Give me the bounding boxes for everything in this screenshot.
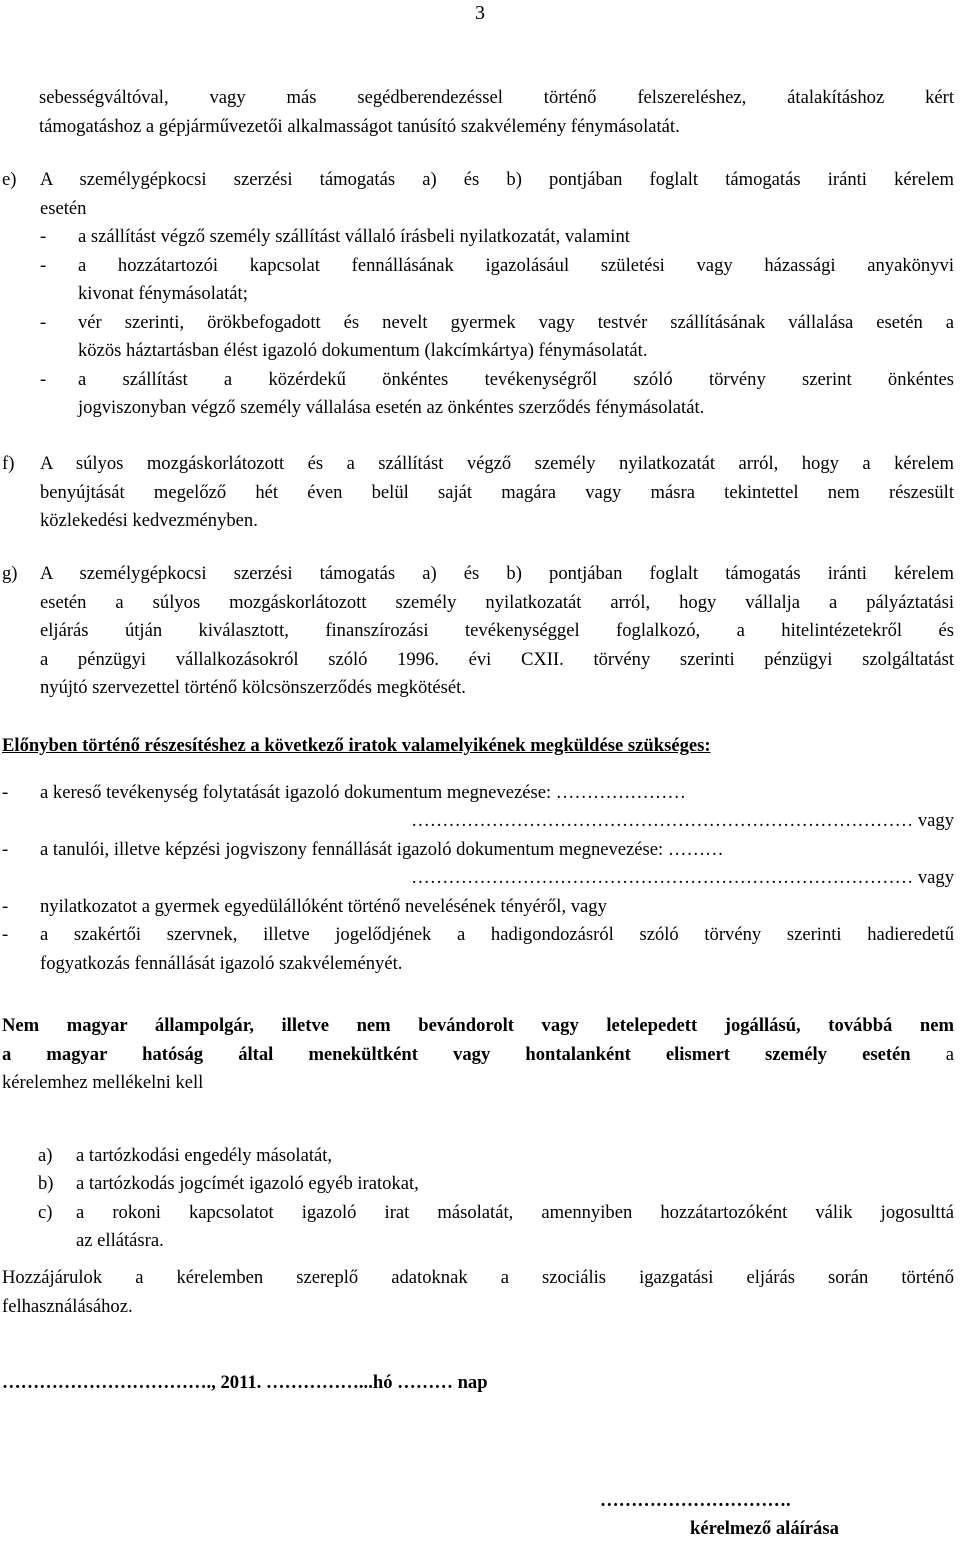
foreign-section [2,1012,954,1256]
dash-bullet: - [2,781,9,803]
preference-item-1-line-1: a kereső tevékenység folytatását igazoló dokumentum megnevezése: ………………… [40,781,686,803]
foreign-bold-line-2: a magyar hatóság által menekültként vagy hontalanként elismert személy esetén [2,1043,911,1065]
preference-item-3-line-1: nyilatkozatot a gyermek egyedülállóként történő nevelésének tényéről, vagy [40,895,607,917]
section-g-line-3: eljárás útján kiválasztott, finanszírozási tevékenységgel foglalkozó, a hitelintézetekről és [40,620,954,641]
dash-bullet: - [40,368,47,390]
preference-item-1-line-2: ……………………………………………………………………… vagy [411,810,954,831]
section-e-item-2 [2,252,954,309]
section-e-line-1: A személygépkocsi szerzési támogatás a) és b) pontjában foglalt támogatás iránti kérelem [40,169,954,190]
foreign-line-2 [2,1041,954,1070]
preference-section [2,732,954,978]
section-e-item-2-line-2: kivonat fénymásolatát; [78,283,248,304]
section-g-line-1: A személygépkocsi szerzési támogatás a) és b) pontjában foglalt támogatás iránti kérelem [40,563,954,584]
signature-label: kérelmező aláírása [690,1518,839,1539]
preference-heading: Előnyben történő részesítéshez a következő iratok valamelyikének megküldése szükséges: [2,735,711,756]
page-number: 3 [475,2,485,24]
section-e-item-3 [2,309,954,366]
foreign-normal-tail: a [910,1043,954,1065]
foreign-item-a-marker: a) [38,1144,53,1166]
preference-item-4 [2,921,954,978]
section-f-line-2: benyújtását megelőző hét éven belül saját magára vagy másra tekintettel nem részesült [40,481,954,503]
section-e-item-4-line-1: a szállítást a közérdekű önkéntes tevékenységről szóló törvény szerint önkéntes [78,368,954,390]
foreign-line-3: kérelemhez mellékelni kell [2,1072,204,1093]
foreign-bold-line-1: Nem magyar állampolgár, illetve nem bevándorolt vagy letelepedett jogállású, továbbá nem [2,1015,954,1036]
section-g-line-5: nyújtó szervezettel történő kölcsönszerződés megkötését. [40,677,466,698]
section-e-item-1-line-1: a szállítást végző személy szállítást vállaló írásbeli nyilatkozatát, valamint [78,226,630,247]
foreign-item-b-line-1: a tartózkodás jogcímét igazoló egyéb iratokat, [76,1173,419,1194]
section-e-item-3-line-2: közös háztartásban élést igazoló dokumentum (lakcímkártya) fénymásolatát. [78,340,648,361]
dash-bullet: - [40,226,47,247]
foreign-item-c-line-2: az ellátásra. [76,1230,164,1251]
preference-item-2-line-1: a tanulói, illetve képzési jogviszony fennállását igazoló dokumentum megnevezése: ……… [40,838,724,860]
preference-item-2-line-2: ……………………………………………………………………… vagy [411,867,954,888]
section-e-item-1 [2,223,954,252]
section-f-marker: f) [2,453,15,474]
foreign-item-a [2,1142,954,1171]
consent-line-2: felhasználásához. [2,1295,133,1317]
section-g [2,560,954,703]
preference-item-1 [2,779,954,836]
preference-item-3 [2,893,954,922]
section-e-item-3-line-1: vér szerinti, örökbefogadott és nevelt gyermek vagy testvér szállításának vállalása esetén a [78,311,954,333]
preference-item-4-line-2: fogyatkozás fennállását igazoló szakvéleményét. [40,952,403,974]
foreign-item-c-marker: c) [38,1201,53,1223]
foreign-item-a-line-1: a tartózkodási engedély másolatát, [76,1144,333,1166]
section-f-line-3: közlekedési kedvezményben. [40,510,258,531]
section-e-marker: e) [2,169,17,190]
signature-dots: …………………………. [600,1490,791,1511]
intro-line-2: támogatáshoz a gépjárművezetői alkalmasságot tanúsító szakvélemény fénymásolatát. [39,115,680,137]
section-g-line-2: esetén a súlyos mozgáskorlátozott személy nyilatkozatát arról, hogy vállalja a pályáztatási [40,591,954,613]
dash-bullet: - [40,254,47,276]
foreign-item-c-line-1: a rokoni kapcsolatot igazoló irat másolatát, amennyiben hozzátartozóként válik jogosulttá [76,1201,954,1223]
section-g-marker: g) [2,563,18,584]
section-e-item-4-line-2: jogviszonyban végző személy vállalása esetén az önkéntes szerződés fénymásolatát. [78,397,705,418]
section-g-line-4: a pénzügyi vállalkozásokról szóló 1996. évi CXII. törvény szerinti pénzügyi szolgáltatást [40,648,954,670]
foreign-item-c [2,1199,954,1256]
foreign-item-b [2,1170,954,1199]
section-e-item-2-line-1: a hozzátartozói kapcsolat fennállásának igazolásául születési vagy házassági anyakönyvi [78,254,954,276]
dash-bullet: - [2,895,9,917]
foreign-item-b-marker: b) [38,1173,54,1194]
section-e-line-2: esetén [40,197,87,219]
section-f [2,450,954,536]
consent-line-1: Hozzájárulok a kérelemben szereplő adatoknak a szociális igazgatási eljárás során történő [2,1267,954,1288]
intro-paragraph [39,84,954,141]
section-e-item-4 [2,366,954,423]
section-e [2,166,954,423]
preference-item-4-line-1: a szakértői szervnek, illetve jogelődjének a hadigondozásról szóló törvény szerinti hadieredetű [40,924,954,945]
intro-line-1: sebességváltóval, vagy más segédberendezéssel történő felszereléshez, átalakításhoz kért [39,87,954,108]
date-line: ……………………………., 2011. ……………...hó ……… nap [2,1372,488,1393]
consent-paragraph [2,1264,954,1321]
dash-bullet: - [40,311,47,333]
preference-item-2 [2,836,954,893]
dash-bullet: - [2,924,9,945]
dash-bullet: - [2,838,9,860]
section-f-line-1: A súlyos mozgáskorlátozott és a szállítást végző személy nyilatkozatát arról, hogy a kérelem [40,453,954,474]
